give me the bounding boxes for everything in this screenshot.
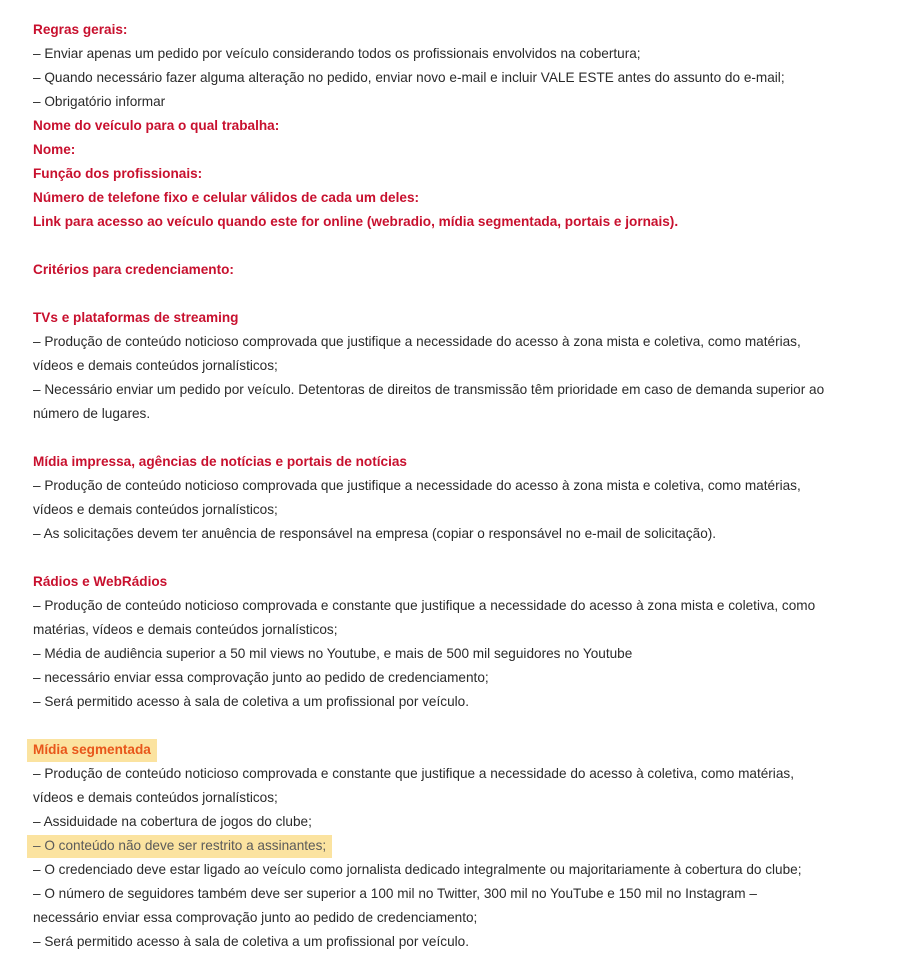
section-item: número de lugares. [33, 406, 151, 421]
general-rule-item: – Obrigatório informar [33, 94, 166, 109]
section-item: – O credenciado deve estar ligado ao veículo como jornalista dedicado integralmente ou majoritariamente à cobertura do clube; [33, 862, 802, 877]
document-body [33, 18, 893, 954]
section-item: vídeos e demais conteúdos jornalísticos; [33, 358, 278, 373]
section-item: necessário enviar essa comprovação junto ao pedido de credenciamento; [33, 910, 478, 925]
section-item: – necessário enviar essa comprovação junto ao pedido de credenciamento; [33, 670, 489, 685]
section-item: – Necessário enviar um pedido por veículo. Detentoras de direitos de transmissão têm prioridade em caso de demanda superior ao [33, 382, 825, 397]
required-field-name: Nome: [33, 142, 76, 157]
required-field-vehicle: Nome do veículo para o qual trabalha: [33, 118, 280, 133]
section-item: matérias, vídeos e demais conteúdos jornalísticos; [33, 622, 338, 637]
section-item: vídeos e demais conteúdos jornalísticos; [33, 502, 278, 517]
section-item-highlighted: – O conteúdo não deve ser restrito a assinantes; [27, 835, 332, 858]
section-item: – Será permitido acesso à sala de coletiva a um profissional por veículo. [33, 934, 469, 949]
section-item: – Assiduidade na cobertura de jogos do clube; [33, 814, 312, 829]
section-item: – As solicitações devem ter anuência de responsável na empresa (copiar o responsável no e-mail de solicitação). [33, 526, 717, 541]
section-title-print: Mídia impressa, agências de notícias e portais de notícias [33, 454, 407, 469]
section-item: – O número de seguidores também deve ser superior a 100 mil no Twitter, 300 mil no YouTube e 150 mil no Instagram – [33, 886, 757, 901]
section-title-radio: Rádios e WebRádios [33, 574, 168, 589]
section-item: – Produção de conteúdo noticioso comprovada e constante que justifique a necessidade do acesso à zona mista e coletiva, como [33, 598, 816, 613]
general-rule-item: – Quando necessário fazer alguma alteração no pedido, enviar novo e-mail e incluir VALE ESTE antes do assunto do e-mail; [33, 70, 785, 85]
required-field-role: Função dos profissionais: [33, 166, 203, 181]
general-rule-item: – Enviar apenas um pedido por veículo considerando todos os profissionais envolvidos na cobertura; [33, 46, 641, 61]
section-item: – Produção de conteúdo noticioso comprovada e constante que justifique a necessidade do acesso à coletiva, como matérias, [33, 766, 794, 781]
general-rules-heading: Regras gerais: [33, 22, 128, 37]
section-item: – Produção de conteúdo noticioso comprovada que justifique a necessidade do acesso à zona mista e coletiva, como matérias, [33, 478, 801, 493]
section-item: vídeos e demais conteúdos jornalísticos; [33, 790, 278, 805]
required-field-phone: Número de telefone fixo e celular válidos de cada um deles: [33, 190, 420, 205]
section-title-tv: TVs e plataformas de streaming [33, 310, 239, 325]
required-field-link: Link para acesso ao veículo quando este for online (webradio, mídia segmentada, portais e jornais). [33, 214, 679, 229]
section-item: – Produção de conteúdo noticioso comprovada que justifique a necessidade do acesso à zona mista e coletiva, como matérias, [33, 334, 801, 349]
criteria-heading: Critérios para credenciamento: [33, 262, 234, 277]
section-item: – Média de audiência superior a 50 mil views no Youtube, e mais de 500 mil seguidores no Youtube [33, 646, 633, 661]
section-item: – Será permitido acesso à sala de coletiva a um profissional por veículo. [33, 694, 469, 709]
section-title-segmented-highlighted: Mídia segmentada [27, 739, 157, 762]
